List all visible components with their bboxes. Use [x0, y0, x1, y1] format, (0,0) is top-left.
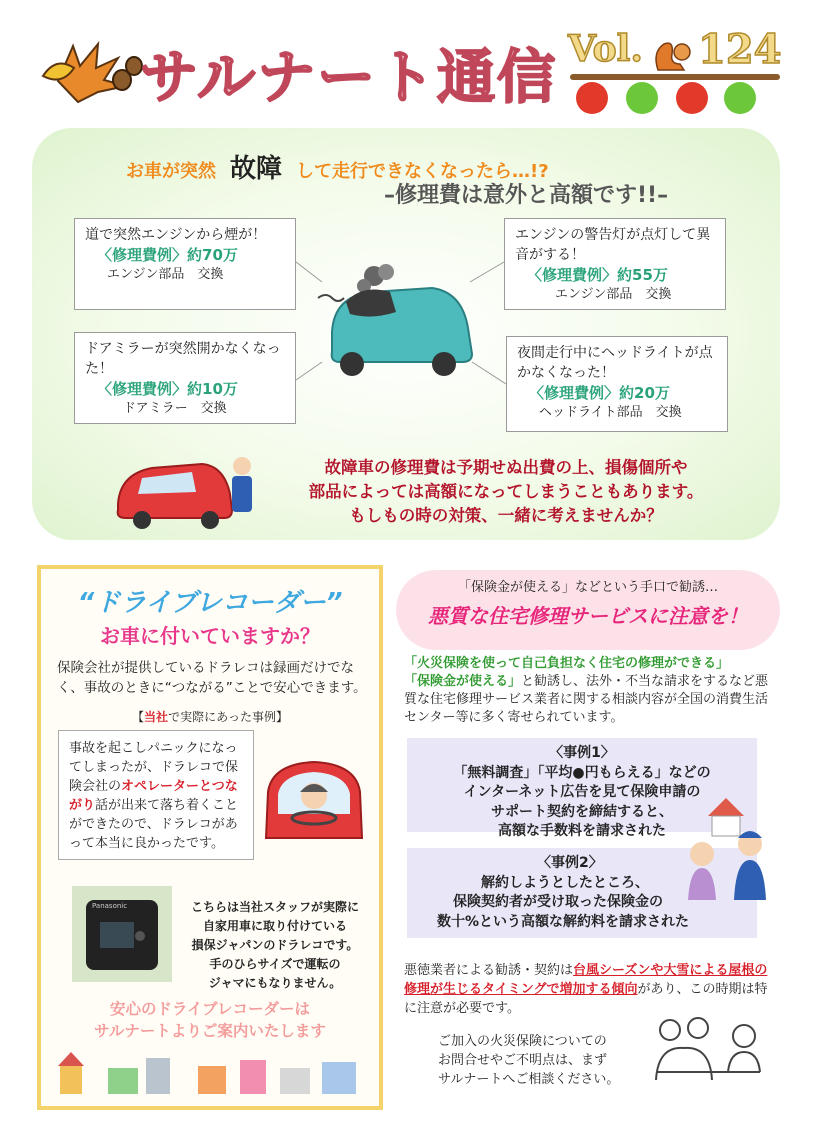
case-part: ドアミラー 交換	[123, 401, 227, 416]
staff-line: ジャマにもなりません。	[208, 976, 342, 990]
actual-case-heading	[37, 708, 383, 725]
case-heading-rest: で実際にあった事例	[168, 710, 276, 724]
fraud-banner-lead: 「保険金が使える」などという手口で勧誘…	[457, 580, 718, 595]
case-part: エンジン部品 交換	[107, 267, 224, 282]
headline-post: して走行できなくなったら…!?	[296, 161, 549, 182]
case-heading-company: 当社	[144, 710, 169, 724]
dashcam-device-icon	[72, 886, 172, 982]
case1-line: インターネット広告を見て保険申請の	[463, 784, 701, 800]
contact-info	[438, 1032, 638, 1089]
case-part: エンジン部品 交換	[555, 287, 672, 302]
note-line: 故障車の修理費は予期せぬ出費の上、損傷個所や	[324, 458, 688, 477]
bracket-close: 】	[275, 710, 288, 724]
case-example: 〈修理費例〉約70万	[97, 246, 238, 264]
panicking-driver-icon	[258, 752, 368, 850]
case-example: 〈修理費例〉約10万	[97, 380, 238, 398]
volume-number: 124	[698, 26, 782, 73]
staff-dashcam-description	[180, 898, 370, 993]
broken-car-icon	[312, 262, 482, 382]
case-text: 夜間走行中にヘッドライトが点かなくなった！	[517, 345, 713, 381]
case1-line: サポート契約を締結すると、	[491, 803, 673, 820]
dashcam-brand-label: Panasonic	[92, 902, 128, 910]
note-line: もしもの時の対策、一緒に考えませんか？	[349, 506, 663, 525]
staff-line: こちらは当社スタッフが実際に	[190, 900, 359, 914]
case-text: エンジンの警告灯が点灯して異音がする！	[515, 227, 711, 263]
warning-pre: 悪徳業者による勧誘・契約は	[404, 963, 574, 978]
drive-recorder-intro: 保険会社が提供しているドラレコは録画だけでなく、事故のときに“つながる”ことで安心できます。	[57, 660, 367, 696]
warning-post: があり、この時期は特に注意が必要です。	[404, 982, 768, 1016]
bracket-open: 【	[132, 710, 145, 724]
note-line: 部品によっては高額になってしまうこともあります。	[308, 482, 704, 501]
breakdown-note	[286, 456, 726, 528]
customer-testimonial-bubble	[58, 730, 254, 860]
mechanic-car-icon	[112, 448, 262, 530]
fraud-intro	[404, 655, 776, 727]
town-illustration	[50, 1040, 370, 1100]
headline-pre: お車が突然	[126, 161, 216, 182]
headline-emphasis: 故障	[230, 154, 283, 184]
case-example: 〈修理費例〉約55万	[527, 266, 668, 284]
staff-line: 自家用車に取り付けている	[202, 919, 347, 933]
case2-title: 〈事例2〉	[537, 855, 603, 871]
case1-title: 〈事例1〉	[549, 745, 615, 761]
testimonial-text: 事故を起こしパニックになってしまったが、ドラレコで保険会社の	[69, 741, 239, 794]
closing-line: サルナートよりご案内いたします	[94, 1022, 326, 1040]
newsletter-title: サルナート通信	[140, 43, 558, 111]
case-text: ドアミラーが突然開かなくなった！	[85, 341, 281, 377]
contact-line: ご加入の火災保険についての	[438, 1034, 607, 1049]
contact-line: お問合せやご不明点は、まず	[438, 1053, 608, 1068]
contact-line: サルナートへご相談ください。	[438, 1072, 620, 1087]
volume-label: Vol.	[568, 28, 643, 70]
case1-line: 「無料調査」「平均●円もらえる」などの	[453, 764, 711, 781]
case2-line: 数十%という高額な解約料を請求された	[437, 913, 690, 930]
breakdown-subhead: –修理費は意外と高額です!!–	[384, 183, 669, 208]
case2-line: 保険契約者が受け取った保険金の	[453, 894, 663, 910]
drive-recorder-closing	[37, 998, 383, 1042]
closing-line: 安心のドライブレコーダーは	[110, 1000, 310, 1018]
case-example: 〈修理費例〉約20万	[529, 384, 670, 402]
drive-recorder-title: “ドライブレコーダー”	[77, 588, 343, 618]
testimonial-text-2: 話が出来て落ち着くことができたので、ドラレコがあって本当に良かったです。	[69, 798, 239, 851]
case-text: 道で突然エンジンから煙が！	[85, 227, 267, 243]
fraud-banner-title: 悪質な住宅修理サービスに注意を！	[428, 604, 748, 628]
warning-highlight: 台風シーズンや大雪による屋根の修理が生じるタイミングで増加する傾向	[404, 963, 768, 997]
drive-recorder-subtitle: お車に付いていますか？	[100, 624, 320, 648]
intro-green-2: 「保険金が使える」	[404, 674, 522, 689]
salesman-visit-icon	[668, 788, 780, 900]
intro-green-1: 「火災保険を使って自己負担なく住宅の修理ができる」	[404, 656, 730, 671]
case1-line: 高額な手数料を請求された	[498, 823, 666, 839]
staff-line: 損保ジャパンのドラレコです。	[191, 938, 359, 952]
intro-rest: と勧誘し、法外・不当な請求をするなど悪質な住宅修理サービス業者に関する相談内容が全国の消費生活センター等に多く寄せられています。	[404, 674, 769, 725]
case2-line: 解約しようとしたところ、	[481, 874, 649, 891]
case-part: ヘッドライト部品 交換	[539, 405, 682, 420]
consultation-icon	[648, 1010, 768, 1094]
testimonial-highlight: オペレーターとつながり	[69, 779, 238, 813]
staff-line: 手のひらサイズで運転の	[209, 957, 341, 971]
